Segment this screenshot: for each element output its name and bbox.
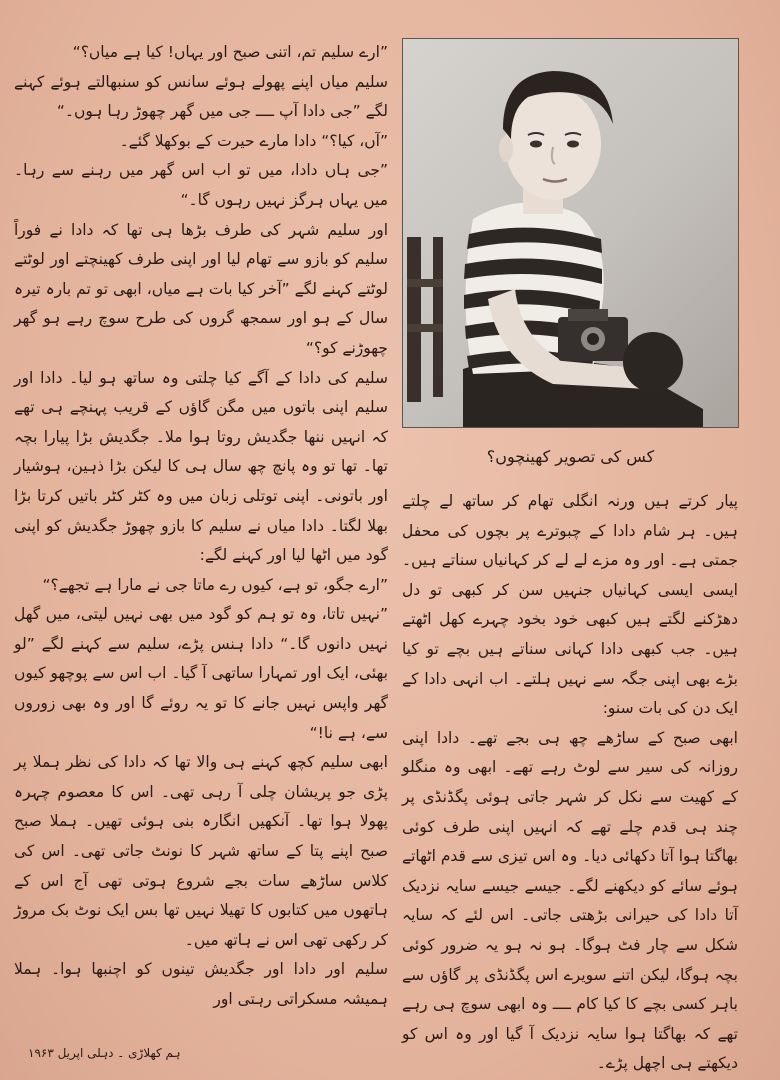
paragraph: اور سلیم شہر کی طرف بڑھا ہی تھا کہ دادا نے فوراً سلیم کو بازو سے تھام لیا اور اپنی طرف کھینچتے اور لوٹتے لوٹتے کہنے لگے ”آخر کیا بات ہے میاں، ابھی تو تم بارہ تیرہ سال کے ہو اور سمجھ گروں کی طرح سوچ رہے ہو گھر چھوڑنے کو؟“ (14, 220, 388, 357)
paragraph: ابھی سلیم کچھ کہنے ہی والا تھا کہ دادا کی نظر ہملا پر پڑی جو پریشان چلی آ رہی تھی۔ اس کا معصوم چہرہ پھولا ہوا تھا۔ آنکھیں انگارہ بنی ہوئی تھیں۔ ہملا صبح صبح اپنے پتا کے ساتھ شہر کا نونٹ جاتی تھی۔ اس کی کلاس ساڑھے سات بجے شروع ہوتی تھی آج اس کے ہاتھوں میں کتابوں کا تھیلا نہیں تھا بس ایک نوٹ بک مروڑ کر رکھی تھی اس نے ہاتھ میں۔ (14, 753, 388, 949)
paragraph: ”ارے سلیم تم، اتنی صبح اور یہاں! کیا ہے میاں؟“ (72, 43, 388, 61)
paragraph: ”نہیں تاتا، وہ تو ہم کو گود میں بھی نہیں لیتی، میں گھل نہیں دانوں گا۔“ دادا ہنس پڑے، سلیم سے کہنے لگے ”لو بھئی، ایک اور تمہارا ساتھی آ گیا۔ اب اس سے پوچھو کیوں گھر واپس نہیں جانے کا تو یہ روئے گا اور وہ بھی زوروں سے، ہے نا!“ (14, 605, 388, 742)
photo-illustration (403, 39, 739, 428)
paragraph: سلیم میاں اپنے پھولے ہوئے سانس کو سنبھالتے ہوئے کہنے لگے ”جی دادا آپ ــــ جی میں گھر چھوڑ رہا ہوں۔“ (14, 72, 388, 121)
paragraph: ابھی صبح کے ساڑھے چھ ہی بجے تھے۔ دادا اپنی روزانہ کی سیر سے لوٹ رہے تھے۔ ابھی وہ منگلو کے کھیت سے نکل کر شہر جاتی ہوئی پگڈنڈی پر چند ہی قدم چلے تھے کہ انہیں اپنی طرف کوئی بھاگتا ہوا آتا دکھائی دیا۔ وہ اس تیزی سے قدم اٹھاتے ہوئے سائے کو دیکھنے لگے۔ جیسے جیسے سایہ نزدیک آتا دادا کی حیرانی بڑھتی جاتی۔ اس لئے کہ سایہ شکل سے چار فٹ ہوگا۔ ہو نہ ہو یہ ضرور کوئی بچہ ہوگا، لیکن اتنے سویرے اس پگڈنڈی پر گاؤں سے باہر کسی بچے کا کیا کام ــــ وہ ابھی سوچ ہی رہے تھے کہ بھاگتا ہوا سایہ نزدیک آ گیا اور وہ اس کو دیکھتے ہی اچھل پڑے۔ (402, 728, 738, 1073)
paragraph: ”آں، کیا؟“ دادا مارے حیرت کے بوکھلا گئے۔ (119, 131, 388, 150)
right-text-column (402, 487, 738, 1079)
paragraph: ”ارے جگو، تو ہے، کیوں رے ماتا جی نے مارا ہے تجھے؟“ (42, 575, 388, 594)
photo-caption: کس کی تصویر کھینچوں؟ (486, 447, 655, 466)
paragraph: سلیم اور دادا اور جگدیش تینوں کو اچنبھا ہوا۔ ہملا ہمیشہ مسکراتی رہتی اور (14, 960, 388, 1008)
paragraph: ”جی ہاں دادا، میں تو اب اس گھر میں رہنے سے رہا۔ میں یہاں ہرگز نہیں رہوں گا۔“ (14, 161, 388, 209)
boy-with-camera-photo (402, 38, 739, 428)
page-footer: ہم کھلاڑی ۔ دہلی اپریل ۱۹۶۳ (28, 1046, 181, 1060)
paragraph: سلیم کی دادا کے آگے کیا چلتی وہ ساتھ ہو لیا۔ دادا اور سلیم اپنی باتوں میں مگن گاؤں کے قریب پہنچے ہی تھے کہ انہیں ننھا جگدیش روتا ہوا ملا۔ جگدیش بڑا پیارا بچہ تھا۔ تھا تو وہ پانچ چھ سال ہی کا لیکن بڑا ذہین، ہوشیار اور باتونی۔ اپنی توتلی زبان میں وہ کٹر کٹر باتیں کرتا بڑا بھلا لگتا۔ دادا میاں نے سلیم کا بازو چھوڑ جگدیش کو اپنی گود میں اٹھا لیا اور کہنے لگے: (14, 368, 388, 565)
paragraph: پیار کرتے ہیں ورنہ انگلی تھام کر ساتھ لے چلتے ہیں۔ ہر شام دادا کے چبوترے پر بچوں کی محفل جمتی ہے۔ اور وہ مزے لے لے کر کہانیاں سناتے ہیں۔ ایسی ایسی کہانیاں جنہیں سن کر کبھی تو دل دھڑکنے لگتے ہیں کبھی خود بخود چہرے کھل اٹھتے ہیں۔ جب کبھی دادا کہانی سناتے ہیں بچے تو کیا بڑے بھی اپنی جگہ سے نہیں ہلتے۔ اب انہی دادا کے ایک دن کی بات سنو: (402, 492, 738, 718)
left-text-column (14, 38, 388, 1015)
